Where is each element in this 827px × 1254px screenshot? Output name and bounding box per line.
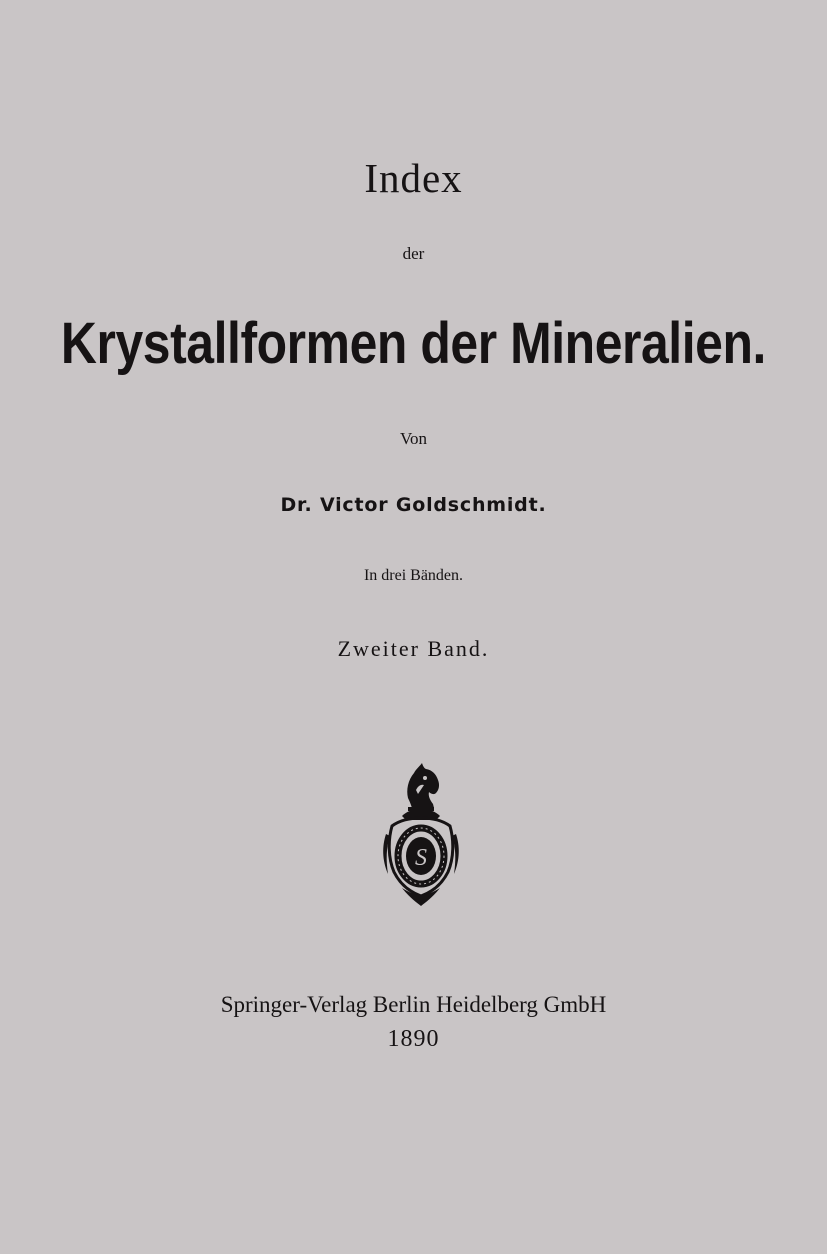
volumes-note: In drei Bänden. bbox=[363, 567, 464, 584]
publisher-name: Springer-Verlag Berlin Heidelberg GmbH bbox=[220, 992, 607, 1017]
svg-text:S: S bbox=[415, 845, 427, 871]
index-heading: Index bbox=[364, 155, 463, 201]
der-text: der bbox=[402, 244, 425, 263]
springer-knight-emblem-icon bbox=[378, 760, 464, 910]
author-name: Dr. Victor Goldschmidt. bbox=[280, 494, 547, 516]
volume-label: Zweiter Band. bbox=[337, 636, 490, 661]
publication-year: 1890 bbox=[387, 1026, 440, 1052]
book-title: Krystallformen der Mineralien. bbox=[60, 311, 766, 376]
von-text: Von bbox=[399, 429, 428, 448]
